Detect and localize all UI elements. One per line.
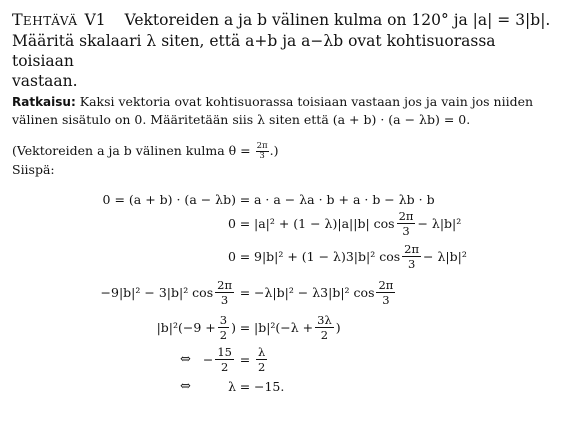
solution-label: Ratkaisu: (12, 95, 76, 109)
fraction-3-2: $\frac{3}{2}$ (219, 312, 228, 342)
fraction-2pi-3: $\frac{2\pi}{3}$ (398, 208, 414, 238)
fraction-3lambda-2: $\frac{3\lambda}{2}$ (317, 312, 332, 342)
exercise-text-line1: Vektoreiden a ja b välinen kulma on 120° ja |a| = 3|b|. (124, 11, 551, 29)
fraction-2pi-3: $\frac{2\pi}{3}$ (404, 241, 420, 271)
angle-fraction: $\frac{2\pi}{3}$ (256, 141, 268, 161)
equation-row-3: 0 = 9|b|² + (1 − λ)3|b|² cos $\frac{2\pi}{3}$ − λ|b|² (228, 241, 467, 271)
fraction-2pi-3: $\frac{2\pi}{3}$ (378, 277, 394, 307)
exercise-number: V1 (84, 11, 106, 29)
exercise-label: TEHTÄVÄ (12, 10, 78, 29)
equation-row-1: 0 = (a + b) · (a − λb) = a · a − λa · b + a · b − λb · b (102, 191, 435, 207)
equation-row-2: 0 = |a|² + (1 − λ)|a||b| cos $\frac{2\pi}{3}$ − λ|b|² (228, 208, 462, 238)
iff-symbol: ⇔ (180, 378, 191, 394)
exercise-text-line3: vastaan. (12, 72, 78, 90)
iff-symbol: ⇔ (180, 351, 191, 367)
solution-line2: välinen sisätulo on 0. Määritetään siis λ siten että (a + b) · (a − λb) = 0. (12, 112, 471, 127)
fraction-lambda-2: $\frac{\lambda}{2}$ (258, 344, 266, 374)
exercise-text-line2: Määritä skalaari λ siten, että a+b ja a−λb ovat kohtisuorassa toisiaan (12, 32, 496, 70)
equation-row-6: ⇔ − $\frac{15}{2}$ = $\frac{\lambda}{2}$ (180, 344, 266, 374)
therefore-label: Siispä: (12, 162, 55, 177)
fraction-2pi-3: $\frac{2\pi}{3}$ (217, 277, 232, 307)
angle-note: (Vektoreiden a ja b välinen kulma θ = $\frac{2\pi}{3}$ .) Siispä: (12, 141, 279, 177)
solution-line1: Kaksi vektoria ovat kohtisuorassa toisiaan vastaan jos ja vain jos niiden (79, 94, 534, 109)
fraction-15-2: $\frac{15}{2}$ (217, 344, 232, 374)
solution-paragraph (12, 93, 557, 129)
equation-row-5: |b|²(−9 + $\frac{3}{2}$ ) = |b|²(−λ + $\frac{3\lambda}{2}$ ) (156, 312, 341, 342)
equation-row-7: ⇔ λ = −15. (0, 371, 564, 401)
equation-row-4: −9|b|² − 3|b|² cos $\frac{2\pi}{3}$ = −λ|b|² − λ3|b|² cos $\frac{2\pi}{3}$ (100, 277, 394, 307)
exercise-heading (12, 10, 552, 91)
